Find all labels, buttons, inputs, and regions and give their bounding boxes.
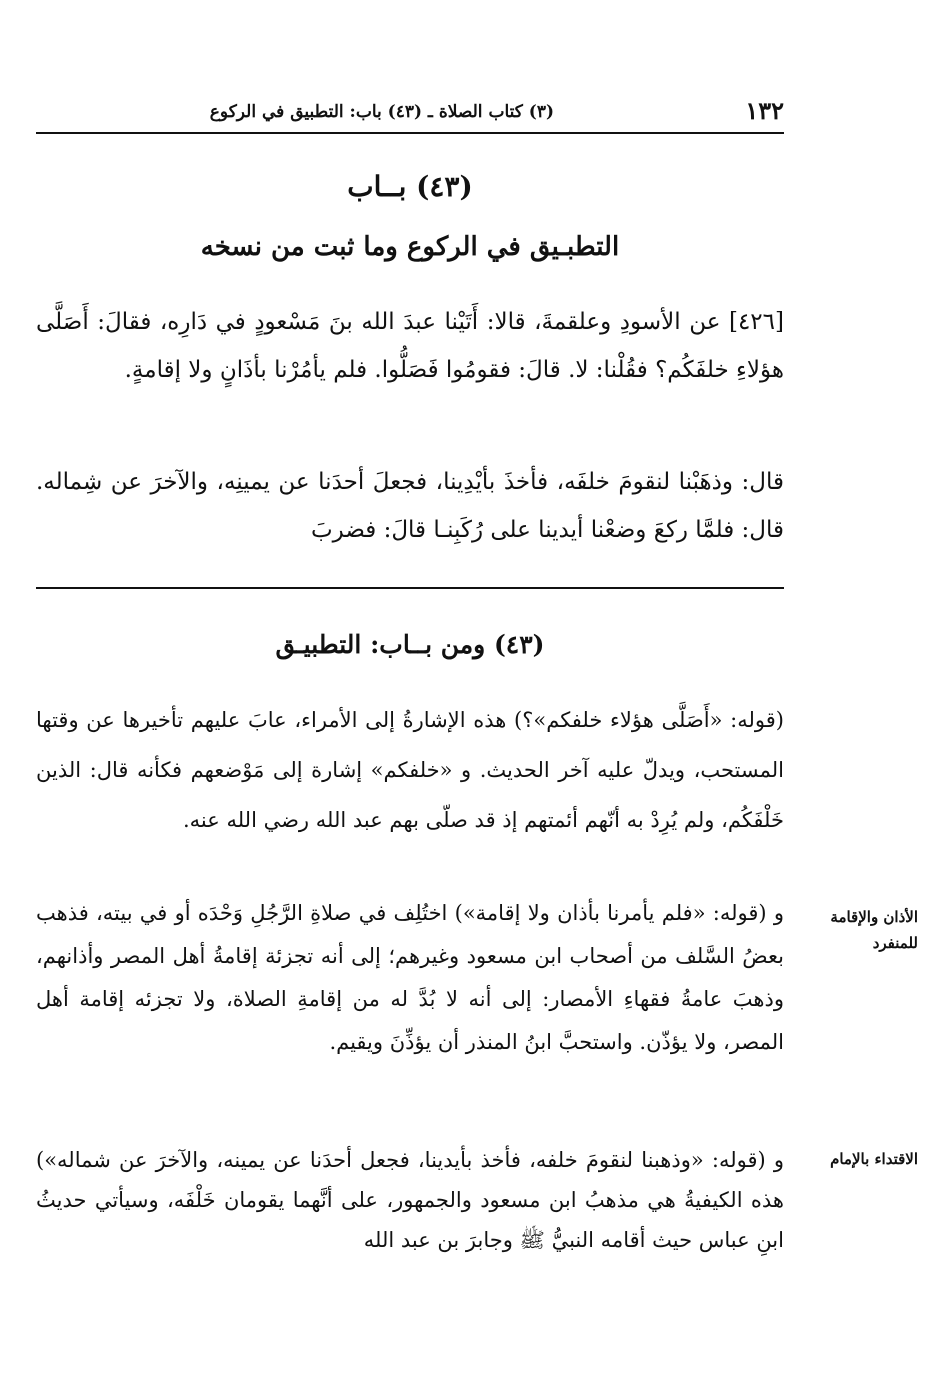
running-title: (٣) كتاب الصلاة ـ (٤٣) باب: التطبيق في الركوع (209, 102, 554, 122)
hadith-text (36, 298, 784, 394)
chapter-heading: (٤٣) بــاب (347, 170, 473, 203)
margin-note: الأذان والإقامة للمنفرد (830, 908, 918, 952)
hadith-text-continued (36, 458, 784, 554)
commentary-paragraph (36, 695, 784, 845)
margin-note: الاقتداء بالإمام (830, 1150, 918, 1168)
page-header (36, 96, 784, 134)
commentary-paragraph (36, 892, 784, 1064)
hadith-paragraph: قال: وذهَبْنا لنقومَ خلفَه، فأخذَ بأيْدِينا، فجعلَ أحدَنا عن يمينِه، والآخرَ عن شِماله. قال: فلمَّا ركعَ وضعْنا أيدينا على رُكَبِنـا قالَ: فضربَ (36, 469, 784, 543)
hadith-paragraph: [٤٢٦] عن الأسودِ وعلقمةَ، قالا: أَتَيْنا عبدَ الله بنَ مَسْعودٍ في دَارِه، فقالَ: أَصَلَّى هؤلاءِ خلفَكُم؟ فقُلْنا: لا. قالَ: فقومُوا فَصَلُّوا. فلم يأمُرْنا بأذَانٍ ولا إقامةٍ. (36, 309, 784, 383)
page-number: ١٣٢ (745, 96, 784, 125)
commentary-text: و (قوله: «فلم يأمرنا بأذان ولا إقامة») اختُلِف في صلاةِ الرَّجُلِ وَحْدَه أو في بيته، فذهب بعضُ السَّلف من أصحاب ابن مسعود وغيرهم؛ إلى أنه تجزئة إقامةُ أهل المصر وأذانهم، وذهبَ عامةُ فقهاءِ الأمصار: إلى أنه لا بُدَّ له من إقامةِ الصلاة، ولا تجزئه إقامة أهل المصر، ولا يؤذّن. واستحبَّ ابنُ المنذر أن يؤذِّنَ ويقيم. (36, 901, 784, 1054)
chapter-title: التطبـيق في الركوع وما ثبت من نسخه (200, 232, 620, 262)
commentary-text: (قوله: «أَصَلَّى هؤلاء خلفكم»؟) هذه الإشارةُ إلى الأمراء، عابَ عليهم تأخيرها عن وقتها المستحب، ويدلّ عليه آخر الحديث. و «خلفكم» إشارة إلى مَوْضعهم فكأنه قال: الذين خَلْفَكُم، ولم يُرِدْ به أنّهم أئمتهم إذ قد صلّى بهم عبد الله رضي الله عنه. (36, 708, 784, 832)
commentary-text: و (قوله: «وذهبنا لنقومَ خلفه، فأخذ بأيدينا، فجعل أحدَنا عن يمينه، والآخرَ عن شماله») هذه الكيفيةُ هي مذهبُ ابن مسعود والجمهور، على أنَّهما يقومان خَلْفَه، وسيأتي حديثُ ابنِ عباس حيث أقامه النبيُّ ﷺ وجابرَ بن عبد الله (36, 1148, 784, 1252)
commentary-paragraph (36, 1140, 784, 1260)
commentary-heading: (٤٣) ومن بــاب: التطبيـق (275, 630, 545, 659)
section-divider (36, 587, 784, 589)
